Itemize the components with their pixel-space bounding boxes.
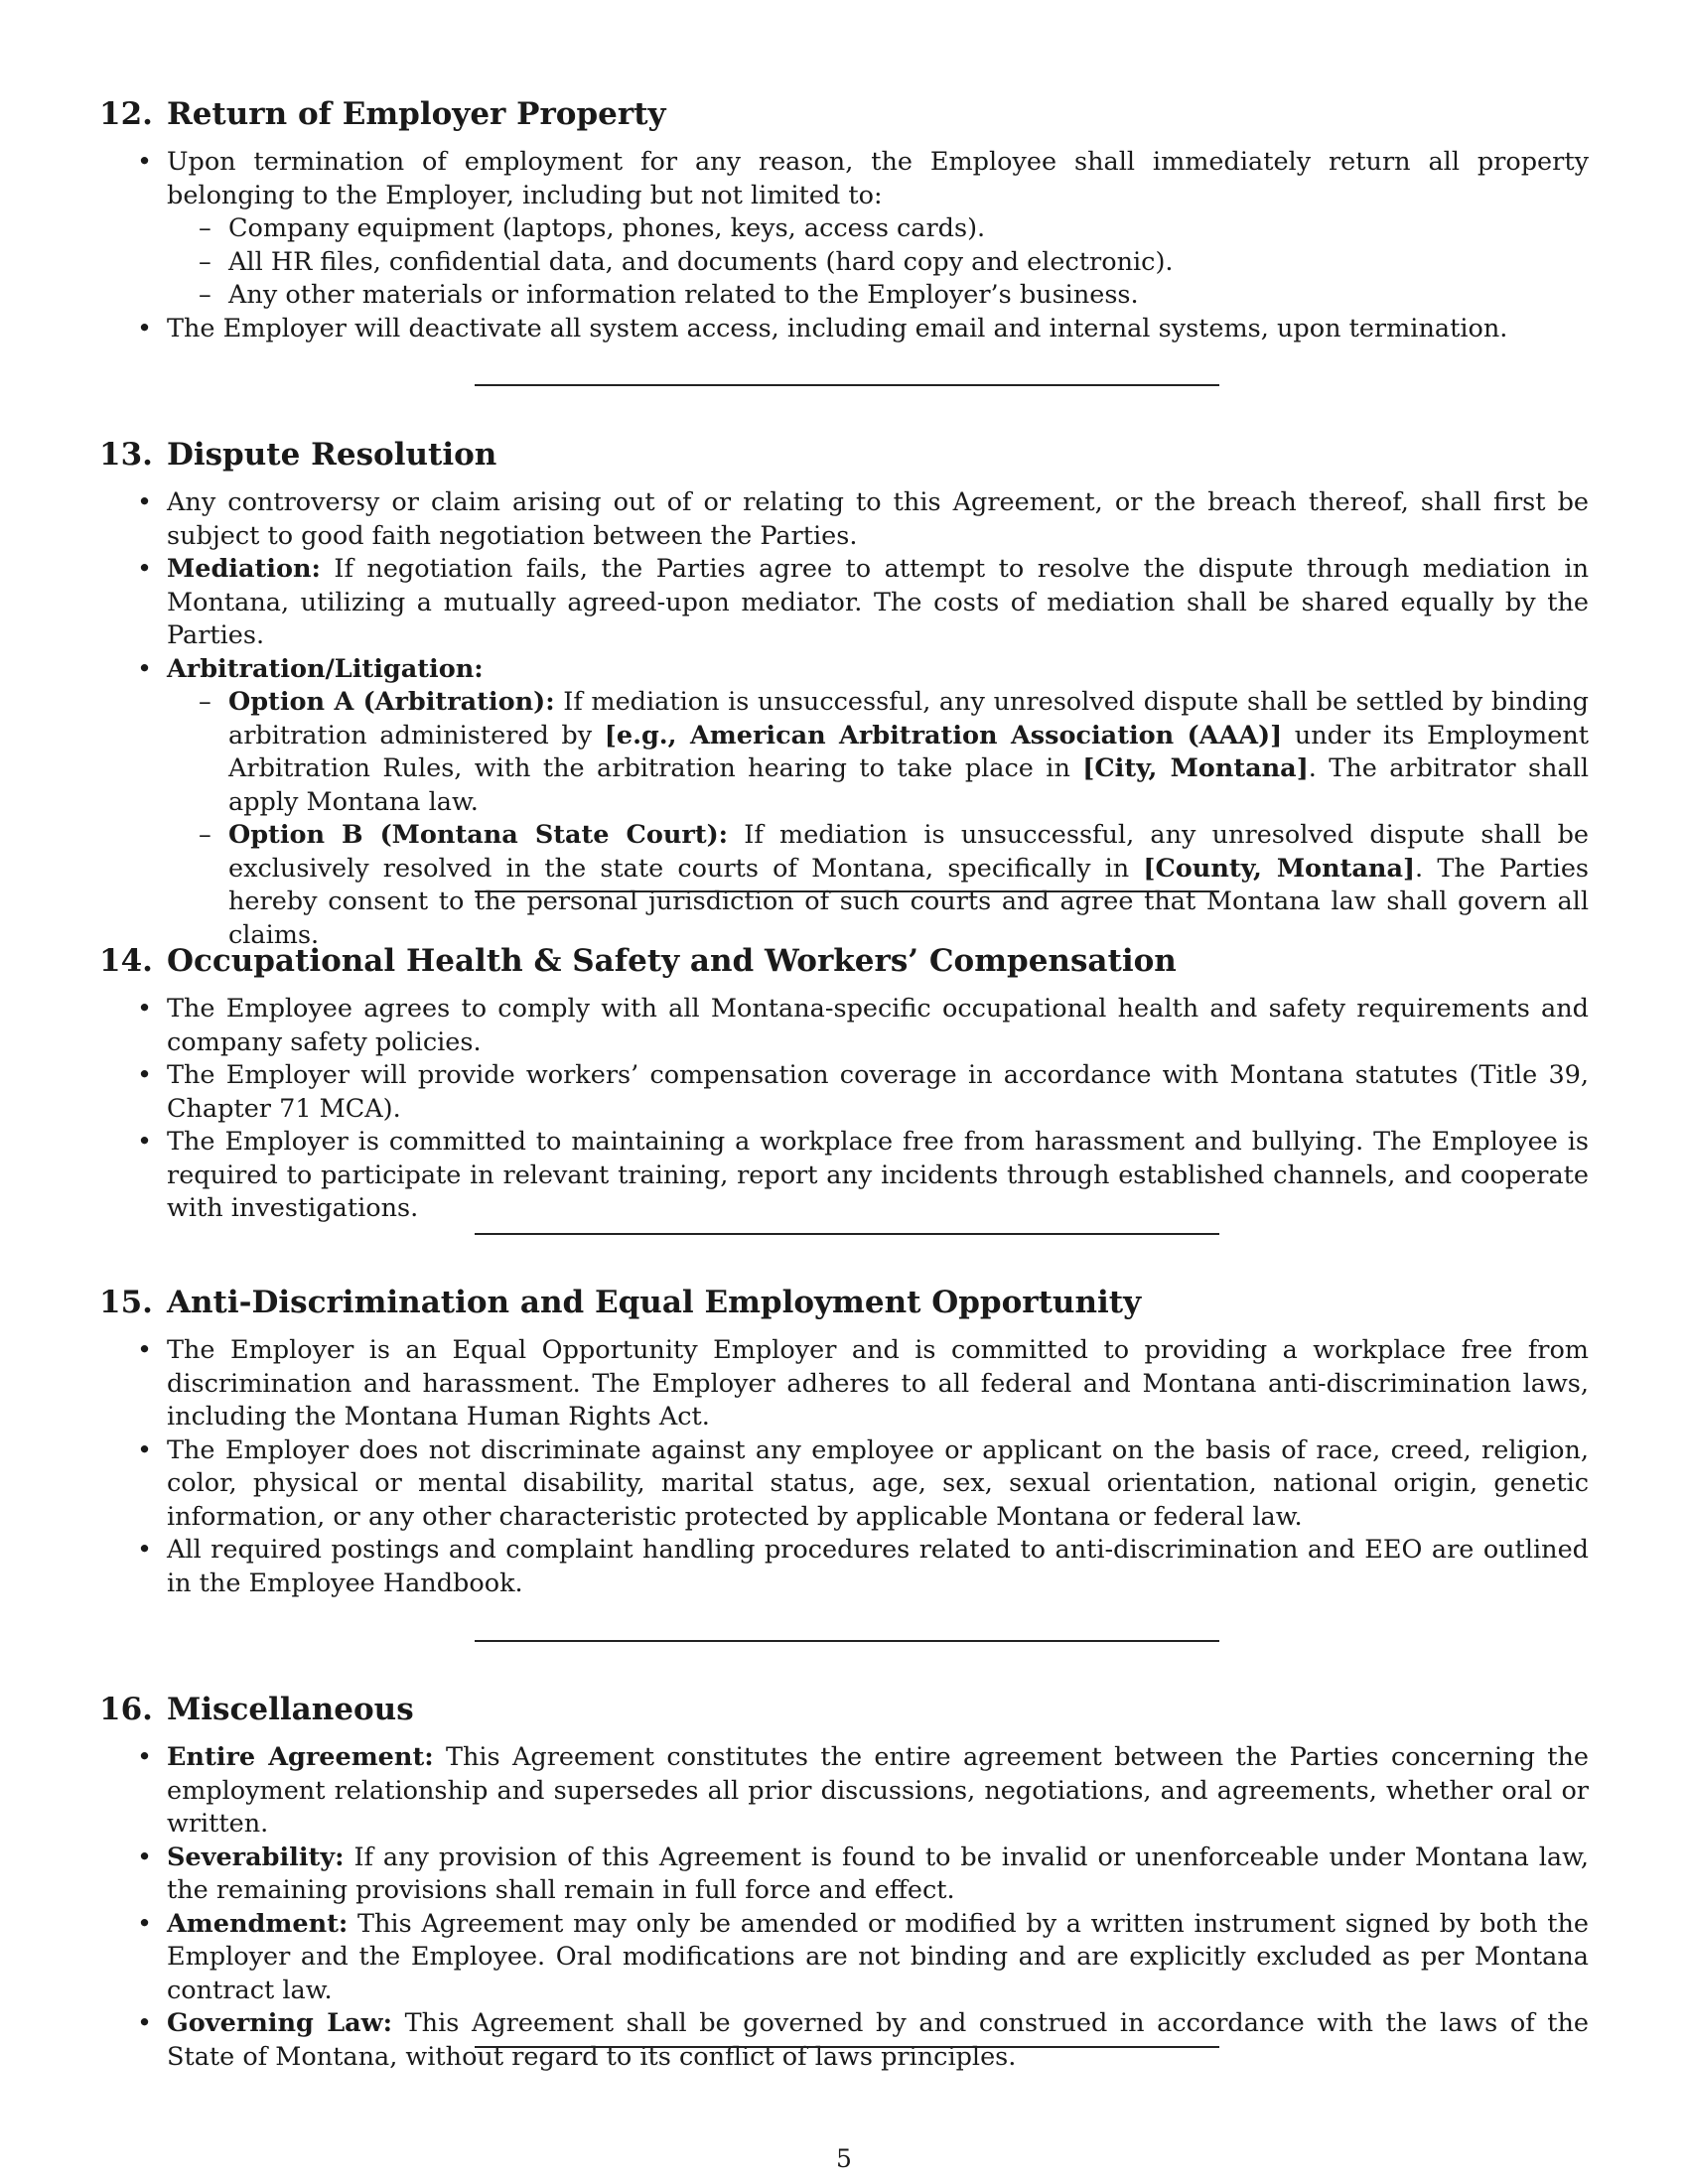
list-item: • The Employer is committed to maintaining a workplace free from harassment and bullying. The Employee is required to participate in relevant training, report any incidents through established channels, and cooperate with investigations. xyxy=(99,1126,1589,1226)
sub-list-item: – All HR files, confidential data, and documents (hard copy and electronic). xyxy=(167,246,1589,280)
section-title: Occupational Health & Safety and Workers’ Compensation xyxy=(166,943,1177,979)
bullet-list xyxy=(99,146,1589,345)
option-text: If mediation is unsuccessful, any unresolved dispute shall be settled by binding arbitration administered by xyxy=(228,687,1589,751)
section-divider xyxy=(475,384,1219,386)
list-item-label: Arbitration/Litigation: xyxy=(167,653,484,684)
list-item xyxy=(99,553,1589,653)
section-number: 14. xyxy=(99,943,153,979)
sub-list-item xyxy=(167,686,1589,819)
sub-list-item: – Company equipment (laptops, phones, keys, access cards). xyxy=(167,212,1589,246)
sub-list xyxy=(167,686,1589,952)
placeholder-text: [City, Montana] xyxy=(1082,753,1309,783)
bullet-list xyxy=(99,486,1589,952)
list-item-label: Severability: xyxy=(167,1842,345,1872)
option-text: . The Parties hereby consent to the personal jurisdiction of such courts and agree that Montana law shall govern all claims. xyxy=(228,853,1589,950)
list-item-label: Governing Law: xyxy=(167,2008,393,2038)
section-heading xyxy=(99,941,1589,981)
option-text: . The arbitrator shall apply Montana law. xyxy=(228,753,1589,817)
section-heading xyxy=(99,1690,1589,1729)
section-12 xyxy=(99,94,1589,345)
section-heading xyxy=(99,94,1589,134)
list-item: • The Employer does not discriminate against any employee or applicant on the basis of race, creed, religion, color, physical or mental disability, marital status, age, sex, sexual orientation, national origin, genetic information, or any other characteristic protected by applicable Montana or federal law. xyxy=(99,1434,1589,1535)
list-item-label: Entire Agreement: xyxy=(167,1742,434,1772)
option-label: Option B (Montana State Court): xyxy=(228,820,729,850)
list-item xyxy=(99,2007,1589,2074)
option-text: under its Employment Arbitration Rules, with the arbitration hearing to take place in xyxy=(228,720,1589,783)
list-item xyxy=(99,1741,1589,1842)
page-number: 5 xyxy=(836,2144,852,2173)
section-title: Dispute Resolution xyxy=(166,437,497,473)
list-item-label: Mediation: xyxy=(167,554,321,584)
bullet-list xyxy=(99,1334,1589,1600)
section-title: Miscellaneous xyxy=(166,1692,414,1727)
section-title: Anti-Discrimination and Equal Employment Opportunity xyxy=(166,1285,1142,1320)
list-item: • Any controversy or claim arising out of or relating to this Agreement, or the breach thereof, shall first be subject to good faith negotiation between the Parties. xyxy=(99,486,1589,553)
list-item: • The Employee agrees to comply with all Montana-specific occupational health and safety requirements and company safety policies. xyxy=(99,993,1589,1059)
list-item-text: This Agreement may only be amended or modified by a written instrument signed by both the Employer and the Employee. Oral modifications are not binding and are explicitly excluded as per Montana contract law. xyxy=(167,1908,1589,2005)
section-16 xyxy=(99,1690,1589,2074)
section-divider xyxy=(475,1640,1219,1642)
list-item: • All required postings and complaint handling procedures related to anti-discrimination and EEO are outlined in the Employee Handbook. xyxy=(99,1534,1589,1600)
list-item xyxy=(99,653,1589,953)
section-divider xyxy=(475,1233,1219,1235)
list-item xyxy=(99,146,1589,313)
section-14 xyxy=(99,941,1589,1226)
section-number: 12. xyxy=(99,96,153,132)
placeholder-text: [e.g., American Arbitration Association (AAA)] xyxy=(604,720,1283,751)
list-item-text: This Agreement constitutes the entire agreement between the Parties concerning the employment relationship and supersedes all prior discussions, negotiations, and agreements, whether oral or written. xyxy=(167,1742,1589,1839)
section-divider xyxy=(475,890,1219,892)
list-item-text: If negotiation fails, the Parties agree to attempt to resolve the dispute through mediation in Montana, utilizing a mutually agreed-upon mediator. The costs of mediation shall be shared equally by the Parties. xyxy=(167,554,1589,650)
option-label: Option A (Arbitration): xyxy=(228,687,555,717)
bullet-list xyxy=(99,993,1589,1226)
option-text: If mediation is unsuccessful, any unresolved dispute shall be exclusively resolved in the state courts of Montana, specifically in xyxy=(228,820,1589,884)
list-item: • The Employer will provide workers’ compensation coverage in accordance with Montana statutes (Title 39, Chapter 71 MCA). xyxy=(99,1059,1589,1126)
section-number: 16. xyxy=(99,1692,153,1727)
section-title: Return of Employer Property xyxy=(166,96,666,132)
section-number: 15. xyxy=(99,1285,153,1320)
bullet-list xyxy=(99,1741,1589,2074)
section-heading xyxy=(99,435,1589,475)
sub-list-item xyxy=(167,819,1589,952)
list-item: • The Employer is an Equal Opportunity Employer and is committed to providing a workplace free from discrimination and harassment. The Employer adheres to all federal and Montana anti-discrimination laws, including the Montana Human Rights Act. xyxy=(99,1334,1589,1434)
section-number: 13. xyxy=(99,437,153,473)
sub-list-item: – Any other materials or information related to the Employer’s business. xyxy=(167,279,1589,313)
list-item xyxy=(99,1908,1589,2008)
list-item: • The Employer will deactivate all system access, including email and internal systems, upon termination. xyxy=(99,313,1589,346)
list-item xyxy=(99,1842,1589,1908)
placeholder-text: [County, Montana] xyxy=(1143,853,1416,884)
list-item-text: This Agreement shall be governed by and construed in accordance with the laws of the State of Montana, without regard to its conflict of laws principles. xyxy=(167,2008,1589,2072)
list-item-text: If any provision of this Agreement is found to be invalid or unenforceable under Montana law, the remaining provisions shall remain in full force and effect. xyxy=(167,1842,1589,1905)
sub-list xyxy=(167,212,1589,313)
list-item-text: Upon termination of employment for any reason, the Employee shall immediately return all property belonging to the Employer, including but not limited to: xyxy=(167,147,1589,210)
section-15 xyxy=(99,1283,1589,1600)
list-item-label: Amendment: xyxy=(167,1908,349,1939)
section-divider xyxy=(475,2046,1219,2048)
section-13 xyxy=(99,435,1589,952)
section-heading xyxy=(99,1283,1589,1322)
